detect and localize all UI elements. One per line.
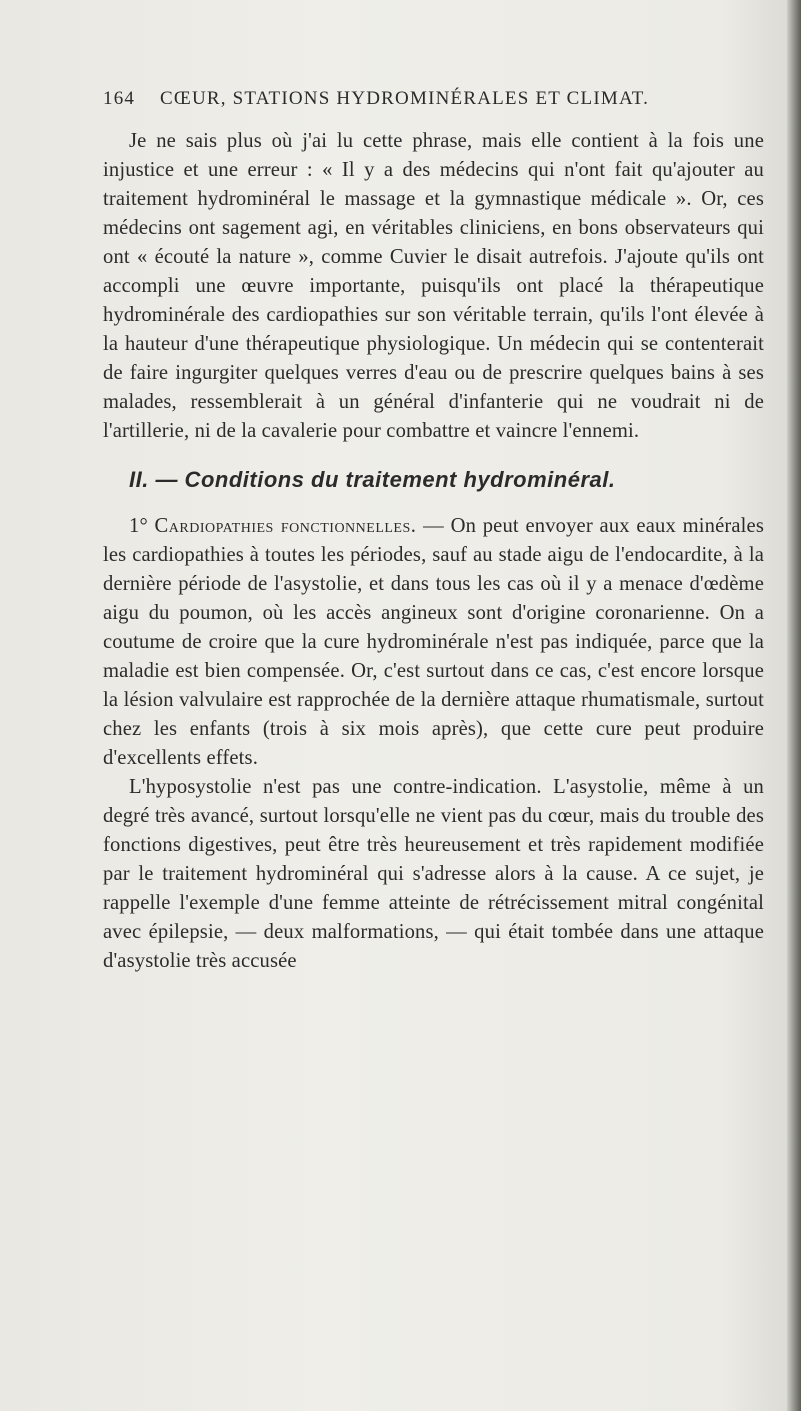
paragraph-2 [103, 512, 764, 773]
book-spine-shadow [787, 0, 801, 1411]
page-header [103, 88, 743, 128]
paragraph-3: L'hyposystolie n'est pas une contre-indication. L'asystolie, même à un degré très avancé, surtout lorsqu'elle ne vient pas du cœur, mais du trouble des fonctions digestives, peut être très heureusement et très rapidement modifiée par le traitement hydrominéral qui s'adresse alors à la cause. A ce sujet, je rappelle l'exemple d'une femme atteinte de rétrécissement mitral congénital avec épilepsie, — deux malformations, — qui était tombée dans une attaque d'asystolie très accusée [103, 775, 764, 973]
page-body [103, 127, 764, 976]
page-number: 164 [103, 88, 136, 109]
paragraph-1: Je ne sais plus où j'ai lu cette phrase, mais elle contient à la fois une injustice et une erreur : « Il y a des médecins qui n'ont fait qu'ajouter au traitement hydrominéral le massage et la gymnastique médicale ». Or, ces médecins ont sagement agi, en véritables cliniciens, en bons observateurs qui ont « écouté la nature », comme Cuvier le disait autrefois. J'ajoute qu'ils ont accompli une œuvre importante, puisqu'ils ont placé la thérapeutique hydrominérale des cardiopathies sur son véritable terrain, qu'ils l'ont élevée à la hauteur d'une thérapeutique physiologique. Un médecin qui se contenterait de faire ingurgiter quelques verres d'eau ou de prescrire quelques bains à ses malades, ressemblerait à un général d'infanterie qui ne voudrait ni de l'artillerie, ni de la cavalerie pour combattre et vaincre l'ennemi. [103, 130, 764, 443]
running-title: CŒUR, STATIONS HYDROMINÉRALES ET CLIMAT. [160, 88, 650, 109]
item-text: — On peut envoyer aux eaux minérales les cardiopathies à toutes les périodes, sauf au stade aigu de l'endocardite, à la dernière période de l'asystolie, et dans tous les cas où il y a menace d'œdème aigu du poumon, où les accès angineux sont d'origine coronarienne. On a coutume de croire que la cure hydrominérale n'est pas indiquée, parce que la maladie est bien compensée. Or, c'est surtout dans ce cas, c'est encore lorsque la lésion valvulaire est rapprochée de la dernière attaque rhumatismale, surtout chez les enfants (trois à six mois après), que cette cure peut produire d'excellents effets. [103, 514, 764, 769]
item-number: 1° [129, 514, 148, 537]
section-title: II. — Conditions du traitement hydrominéral. [129, 466, 616, 492]
item-heading: Cardiopathies fonctionnelles. [154, 514, 417, 537]
